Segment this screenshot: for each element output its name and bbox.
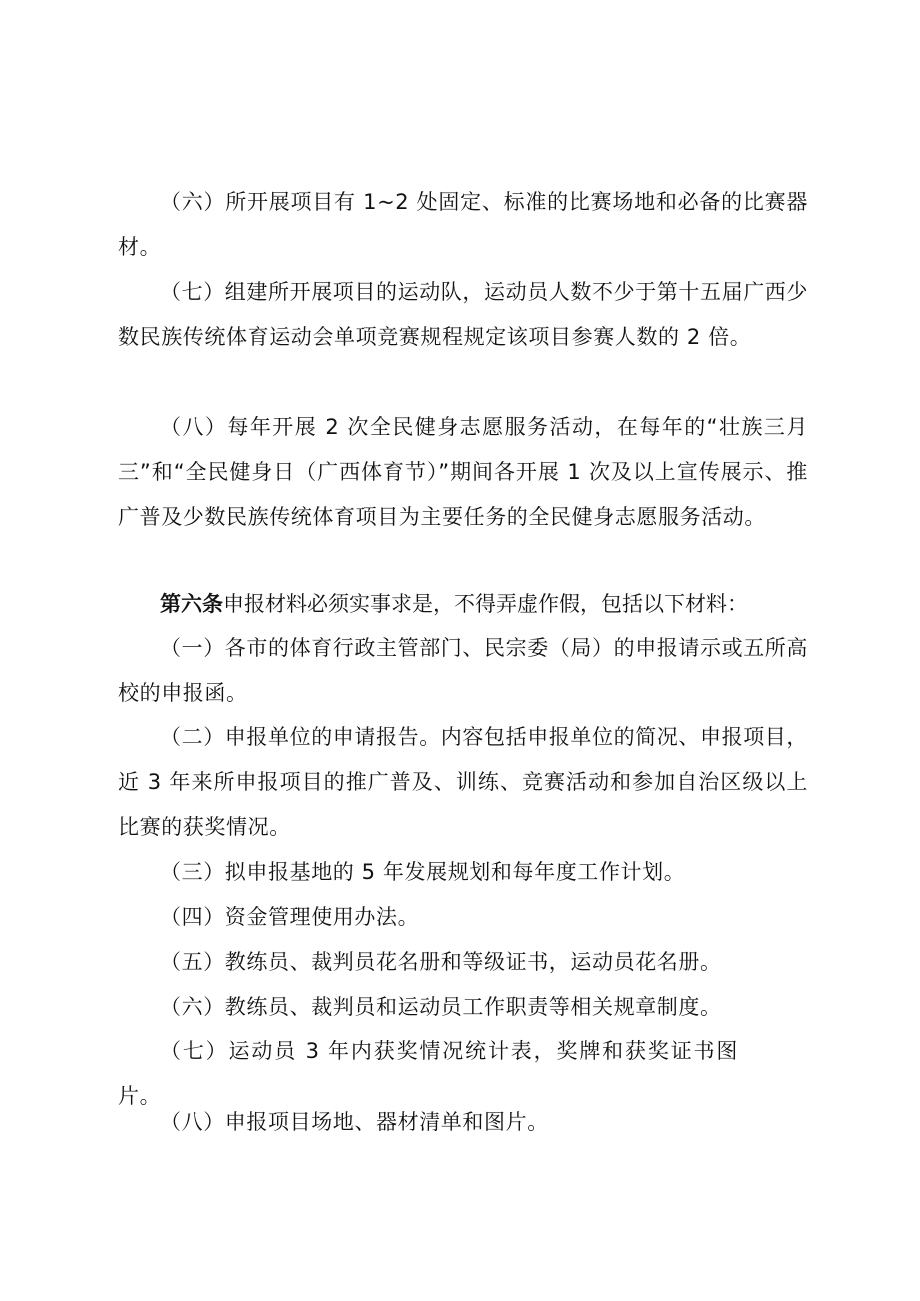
material-item-7: （七）运动员 3 年内获奖情况统计表，奖牌和获奖证书图片。	[118, 1039, 738, 1108]
material-item-5: （五）教练员、裁判员花名册和等级证书，运动员花名册。	[160, 950, 722, 974]
article-six-text: 申报材料必须实事求是，不得弄虚作假，包括以下材料：	[223, 592, 748, 616]
material-item-4: （四）资金管理使用办法。	[160, 905, 420, 929]
material-item-2: （二）申报单位的申请报告。内容包括申报单位的简况、申报项目，近 3 年来所申报项目的推广普及、训练、竞赛活动和参加自治区级以上比赛的获奖情况。	[118, 725, 808, 839]
paragraph-item-7: （七）组建所开展项目的运动队，运动员人数不少于第十五届广西少数民族传统体育运动会单项竞赛规程规定该项目参赛人数的 2 倍。	[118, 280, 808, 349]
paragraph-item-8: （八）每年开展 2 次全民健身志愿服务活动，在每年的“壮族三月三”和“全民健身日（广西体育节）”期间各开展 1 次及以上宣传展示、推广普及少数民族传统体育项目为主要任务的全民健身志愿服务活动。	[118, 415, 808, 529]
material-item-8: （八）申报项目场地、器材清单和图片。	[160, 1110, 549, 1134]
material-item-6: （六）教练员、裁判员和运动员工作职责等相关规章制度。	[160, 995, 722, 1019]
material-item-1: （一）各市的体育行政主管部门、民宗委（局）的申报请示或五所高校的申报函。	[118, 636, 808, 705]
article-heading: 第六条	[160, 592, 223, 616]
article-six-intro	[118, 582, 808, 627]
material-item-3: （三）拟申报基地的 5 年发展规划和每年度工作计划。	[160, 860, 686, 884]
paragraph-item-6: （六）所开展项目有 1~2 处固定、标准的比赛场地和必备的比赛器材。	[118, 190, 808, 259]
